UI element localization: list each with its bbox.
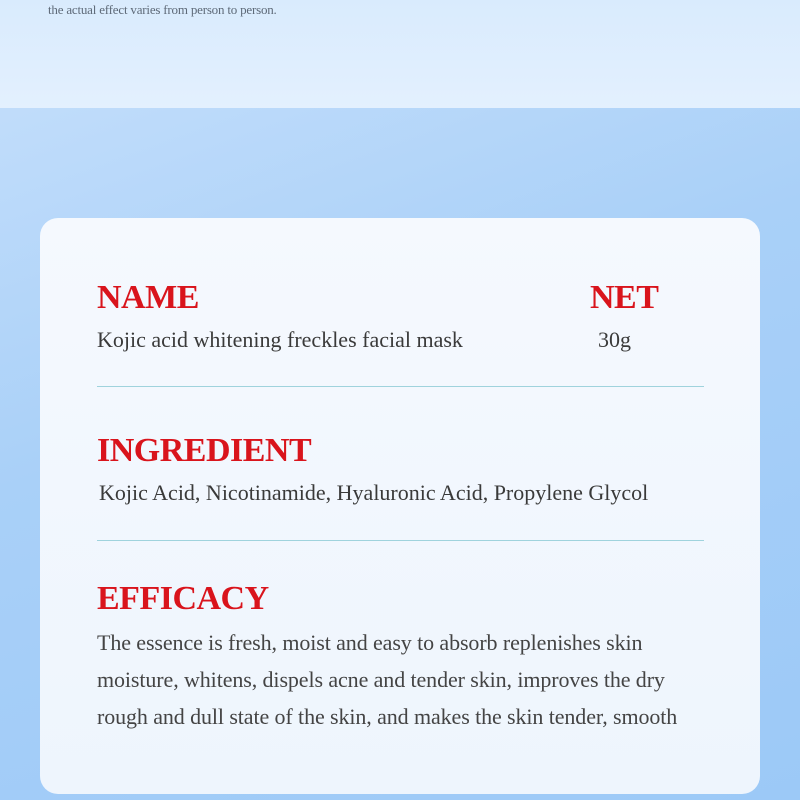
name-heading: NAME — [97, 279, 199, 316]
disclaimer-text: the actual effect varies from person to person. — [48, 2, 277, 17]
ingredient-value: Kojic Acid, Nicotinamide, Hyaluronic Acid, Propylene Glycol — [99, 480, 649, 505]
efficacy-heading: EFFICACY — [97, 580, 269, 617]
efficacy-value: The essence is fresh, moist and easy to absorb replenishes skin moisture, whitens, dispels acne and tender skin, improves the dry rough and dull state of the skin, and makes the skin tender, smooth — [97, 630, 678, 729]
product-info-card — [40, 218, 760, 794]
product-name-value: Kojic acid whitening freckles facial mask — [97, 327, 463, 352]
divider-2 — [97, 540, 704, 541]
ingredient-heading: INGREDIENT — [97, 432, 312, 469]
divider-1 — [97, 386, 704, 387]
top-banner — [0, 0, 800, 108]
net-weight-value: 30g — [598, 327, 631, 352]
net-heading: NET — [590, 279, 659, 316]
